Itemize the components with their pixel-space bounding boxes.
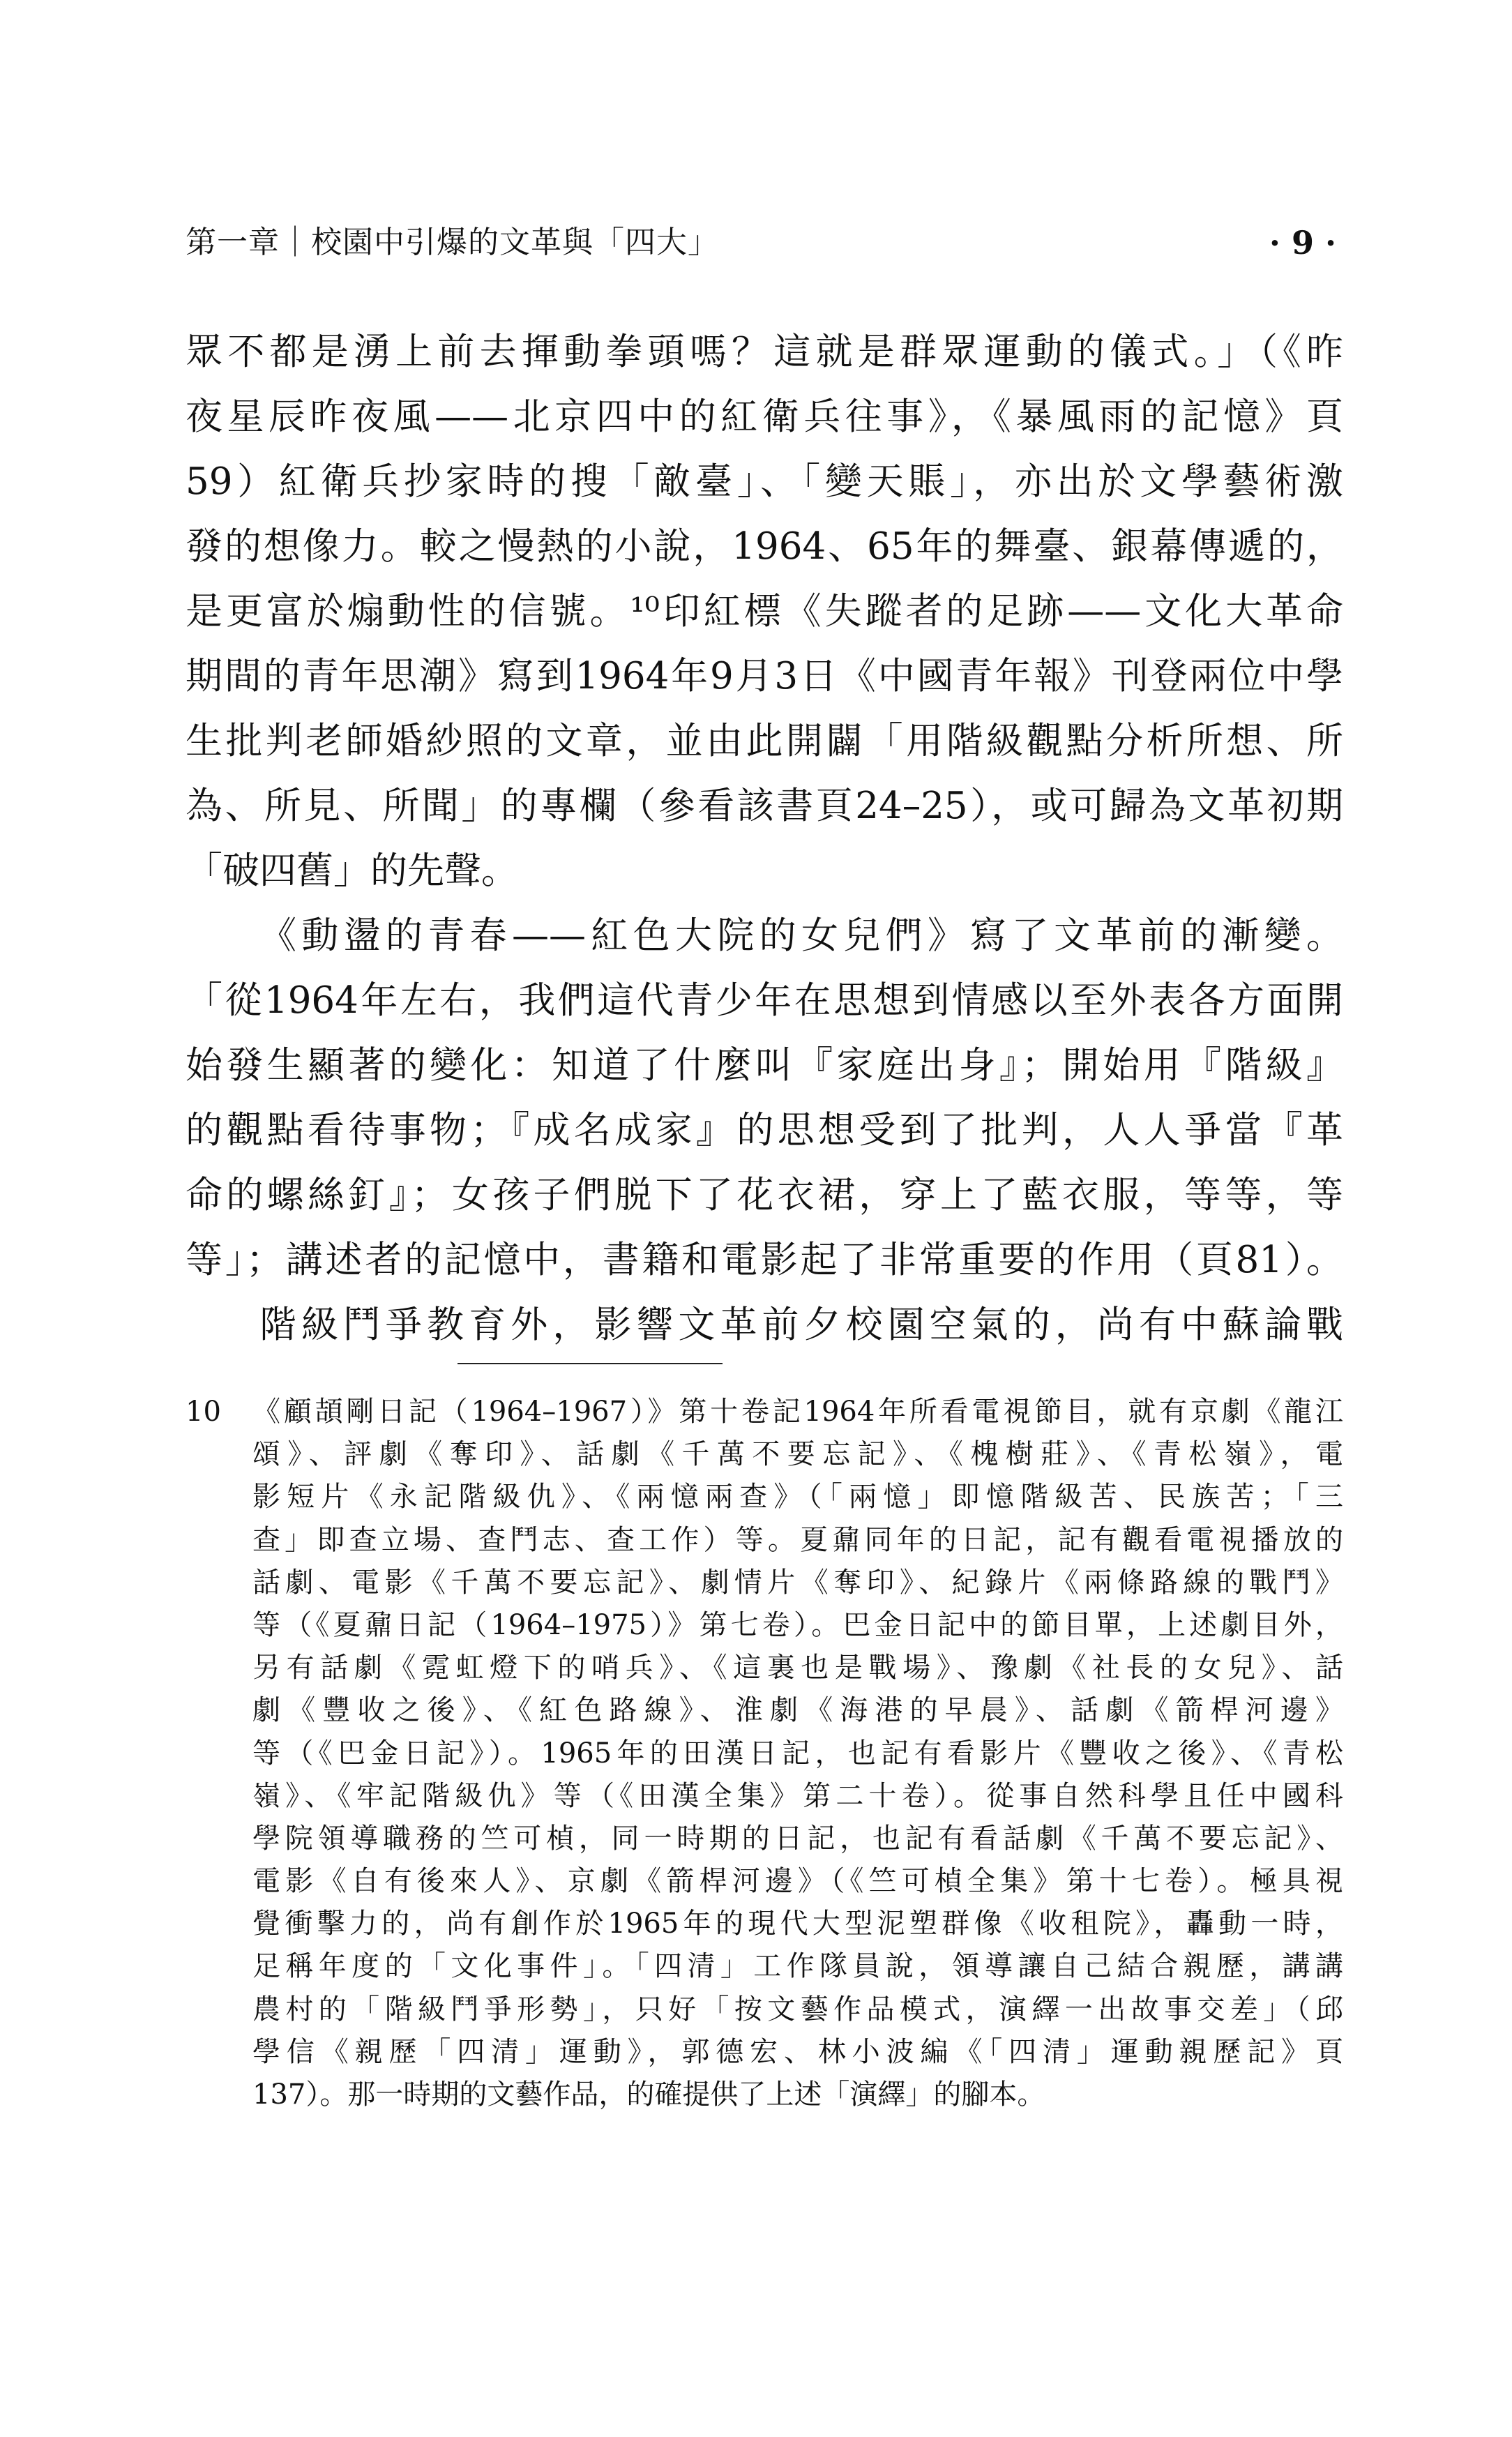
page-number: · 9 ·	[1269, 224, 1336, 262]
footnote-number: 10	[186, 1396, 221, 1428]
text-line: 為、所見、所聞」的專欄（參看該書頁24–25），或可歸為文革初期	[186, 785, 1343, 827]
paragraph-first-line: 《動盪的青春——紅色大院的女兒們》寫了文革前的漸變。	[259, 914, 1343, 957]
footnote-line: 學信《親歷「四清」運動》，郭德宏、林小波編《「四清」運動親歷記》頁	[252, 2035, 1343, 2068]
paragraph-first-line: 階級鬥爭教育外，影響文革前夕校園空氣的，尚有中蘇論戰	[259, 1304, 1343, 1346]
text-line: 眾不都是湧上前去揮動拳頭嗎？這就是群眾運動的儀式。」（《昨	[186, 331, 1343, 373]
footnote-line: 137）。那一時期的文藝作品，的確提供了上述「演繹」的腳本。	[252, 2078, 1045, 2111]
text-line: 等」；講述者的記憶中，書籍和電影起了非常重要的作用（頁81）。	[186, 1239, 1343, 1281]
footnote-text	[252, 1391, 1343, 2116]
text-line: 始發生顯著的變化：知道了什麼叫『家庭出身』；開始用『階級』	[186, 1044, 1343, 1087]
text-line: 是更富於煽動性的信號。¹⁰印紅標《失蹤者的足跡——文化大革命	[186, 590, 1343, 633]
footnote-line: 話劇、電影《千萬不要忘記》、劇情片《奪印》、紀錄片《兩條路線的戰鬥》	[252, 1566, 1343, 1599]
footnote-line: 學院領導職務的竺可楨，同一時期的日記，也記有看話劇《千萬不要忘記》、	[252, 1822, 1343, 1855]
text-line: 命的螺絲釘』；女孩子們脱下了花衣裙，穿上了藍衣服，等等，等	[186, 1174, 1343, 1216]
footnote-line: 電影《自有後來人》、京劇《箭桿河邊》（《竺可楨全集》第十七卷）。極具視	[252, 1865, 1343, 1898]
footnote-line: 覺衝擊力的，尚有創作於1965年的現代大型泥塑群像《收租院》，轟動一時，	[252, 1908, 1343, 1940]
footnote-line: 等（《巴金日記》）。1965年的田漢日記，也記有看影片《豐收之後》、《青松	[252, 1737, 1343, 1770]
text-line: 的觀點看待事物；『成名成家』的思想受到了批判，人人爭當『革	[186, 1109, 1343, 1152]
text-line: 「破四舊」的先聲。	[186, 850, 518, 892]
footnote-line: 影短片《永記階級仇》、《兩憶兩查》（「兩憶」即憶階級苦、民族苦；「三	[252, 1481, 1343, 1514]
footnote-line: 劇《豐收之後》、《紅色路線》、淮劇《海港的早晨》、話劇《箭桿河邊》	[252, 1694, 1343, 1727]
footnote-line: 足稱年度的「文化事件」。「四清」工作隊員說，領導讓自己結合親歷，講講	[252, 1950, 1343, 1983]
text-line: 「從1964年左右，我們這代青少年在思想到情感以至外表各方面開	[186, 979, 1343, 1022]
footnote-line: 《顧頡剛日記（1964–1967）》第十卷記1964年所看電視節目，就有京劇《龍江	[252, 1396, 1343, 1428]
text-line: 生批判老師婚紗照的文章，並由此開闢「用階級觀點分析所想、所	[186, 720, 1343, 762]
footnote-line: 嶺》、《牢記階級仇》等（《田漢全集》第二十卷）。從事自然科學且任中國科	[252, 1779, 1343, 1812]
main-text	[186, 319, 1343, 1357]
running-header	[186, 222, 1336, 264]
text-line: 59）紅衛兵抄家時的搜「敵臺」、「變天賬」，亦出於文學藝術激	[186, 460, 1343, 503]
chapter-title: 第一章｜校園中引爆的文革與「四大」	[186, 225, 719, 260]
footnote-separator	[458, 1363, 723, 1364]
footnote-line: 等（《夏鼐日記（1964–1975）》第七卷）。巴金日記中的節目單，上述劇目外，	[252, 1608, 1343, 1641]
footnote-line: 頌》、評劇《奪印》、話劇《千萬不要忘記》、《槐樹莊》、《青松嶺》，電	[252, 1438, 1343, 1471]
text-line: 發的想像力。較之慢熱的小說，1964、65年的舞臺、銀幕傳遞的，	[186, 525, 1343, 568]
footnote-line: 查」即查立場、查鬥志、查工作）等。夏鼐同年的日記，記有觀看電視播放的	[252, 1523, 1343, 1556]
text-line: 夜星辰昨夜風——北京四中的紅衛兵往事》，《暴風雨的記憶》頁	[186, 395, 1343, 438]
footnote-line: 農村的「階級鬥爭形勢」，只好「按文藝作品模式，演繹一出故事交差」（邱	[252, 1993, 1343, 2025]
footnote-line: 另有話劇《霓虹燈下的哨兵》、《這裏也是戰場》、豫劇《社長的女兒》、話	[252, 1652, 1343, 1684]
text-line: 期間的青年思潮》寫到1964年9月3日《中國青年報》刊登兩位中學	[186, 655, 1343, 697]
